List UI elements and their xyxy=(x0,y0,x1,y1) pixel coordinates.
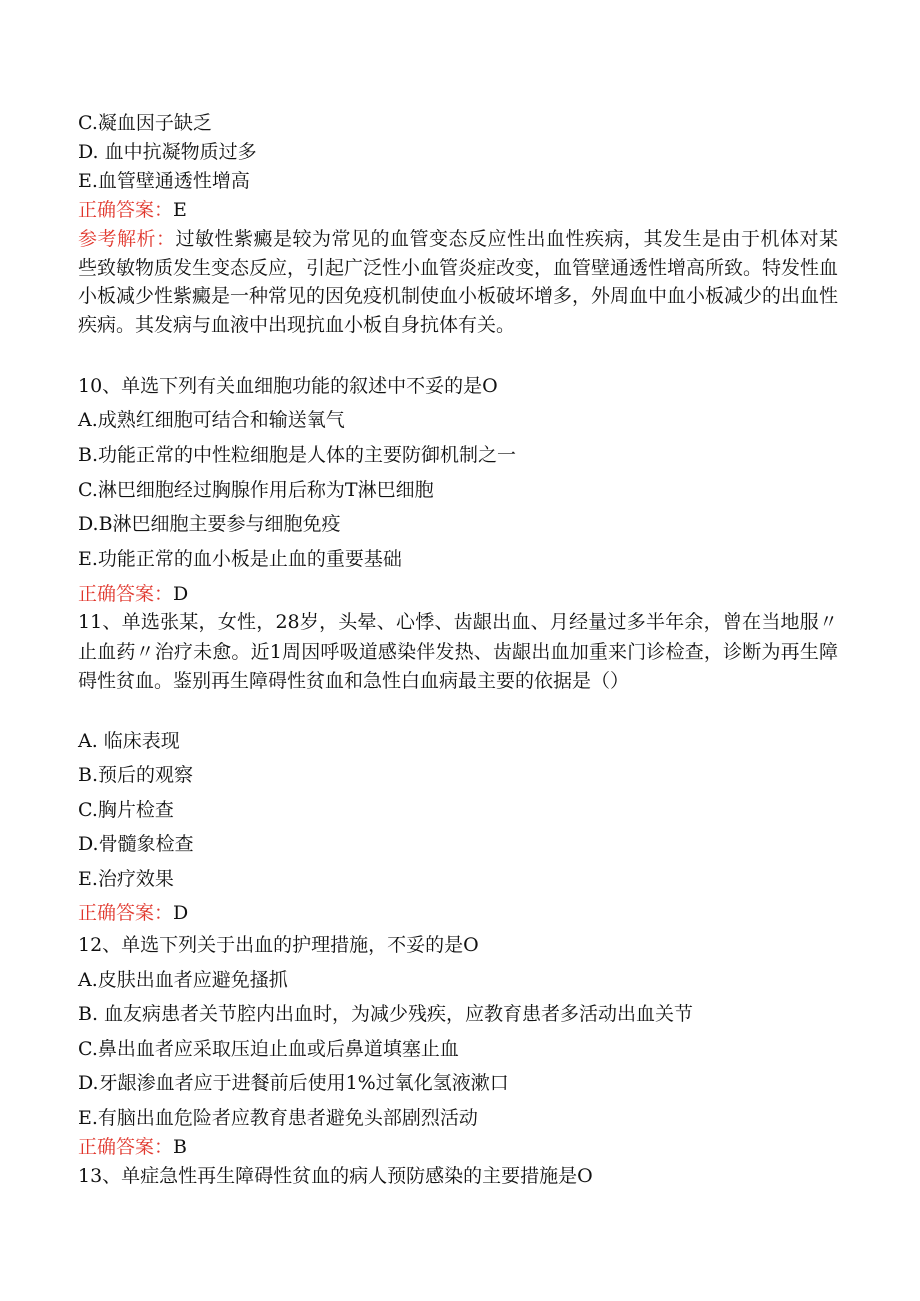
q9-analysis-label: 参考解析： xyxy=(78,228,176,250)
q10-answer-value: D xyxy=(173,583,189,605)
q11-option-a: A. 临床表现 xyxy=(78,730,180,752)
q12-answer-value: B xyxy=(173,1136,187,1158)
q10-stem: 10、单选下列有关血细胞功能的叙述中不妥的是O xyxy=(78,375,498,397)
q11-answer-label: 正确答案： xyxy=(78,902,174,924)
q12-stem: 12、单选下列关于出血的护理措施，不妥的是O xyxy=(78,934,479,956)
q10-option-a: A.成熟红细胞可结合和输送氧气 xyxy=(78,409,345,431)
q11-answer xyxy=(78,900,188,926)
q12-option-e: E.有脑出血危险者应教育患者避免头部剧烈活动 xyxy=(78,1107,478,1129)
q10-answer xyxy=(78,581,188,607)
q10-option-b: B.功能正常的中性粒细胞是人体的主要防御机制之一 xyxy=(78,444,517,466)
q12-option-a: A.皮肤出血者应避免搔抓 xyxy=(78,969,288,991)
q13-stem: 13、单症急性再生障碍性贫血的病人预防感染的主要措施是O xyxy=(78,1165,593,1187)
q10-answer-label: 正确答案： xyxy=(78,583,174,605)
q9-answer xyxy=(78,197,187,223)
q9-answer-value: E xyxy=(173,199,187,221)
q11-option-d: D.骨髓象检查 xyxy=(78,833,194,855)
q9-option-d: D. 血中抗凝物质过多 xyxy=(78,141,257,163)
q12-answer-label: 正确答案： xyxy=(78,1136,174,1158)
q11-option-e: E.治疗效果 xyxy=(78,868,174,890)
q9-answer-label: 正确答案： xyxy=(78,199,174,221)
q10-option-d: D.B淋巴细胞主要参与细胞免疫 xyxy=(78,513,341,535)
q11-answer-value: D xyxy=(173,902,189,924)
q11-option-b: B.预后的观察 xyxy=(78,764,194,786)
q12-option-c: C.鼻出血者应采取压迫止血或后鼻道填塞止血 xyxy=(78,1038,459,1060)
q10-option-e: E.功能正常的血小板是止血的重要基础 xyxy=(78,548,402,570)
q12-option-d: D.牙龈渗血者应于进餐前后使用1%过氧化氢液漱口 xyxy=(78,1072,509,1094)
q12-option-b: B. 血友病患者关节腔内出血时，为减少残疾，应教育患者多活动出血关节 xyxy=(78,1003,694,1025)
q11-stem: 11、单选张某，女性，28岁，头晕、心悸、齿龈出血、月经量过多半年余，曾在当地服〃止血药〃治疗未愈。近1周因呼吸道感染伴发热、齿龈出血加重来门诊检查，诊断为再生障碍性贫血。鉴别再生障碍性贫血和急性白血病最主要的依据是（） xyxy=(78,611,838,692)
q9-analysis xyxy=(78,225,838,339)
q9-option-c: C.凝血因子缺乏 xyxy=(78,112,212,134)
q10-option-c: C.淋巴细胞经过胸腺作用后称为T淋巴细胞 xyxy=(78,479,434,501)
q12-answer xyxy=(78,1134,187,1160)
q11-option-c: C.胸片检查 xyxy=(78,799,174,821)
q9-analysis-text: 过敏性紫癜是较为常见的血管变态反应性出血性疾病，其发生是由于机体对某些致敏物质发生变态反应，引起广泛性小血管炎症改变，血管壁通透性增高所致。特发性血小板减少性紫癜是一种常见的因免疫机制使血小板破坏增多，外周血中血小板减少的出血性疾病。其发病与血液中出现抗血小板自身抗体有关。 xyxy=(78,228,839,336)
q9-option-e: E.血管壁通透性增高 xyxy=(78,170,250,192)
